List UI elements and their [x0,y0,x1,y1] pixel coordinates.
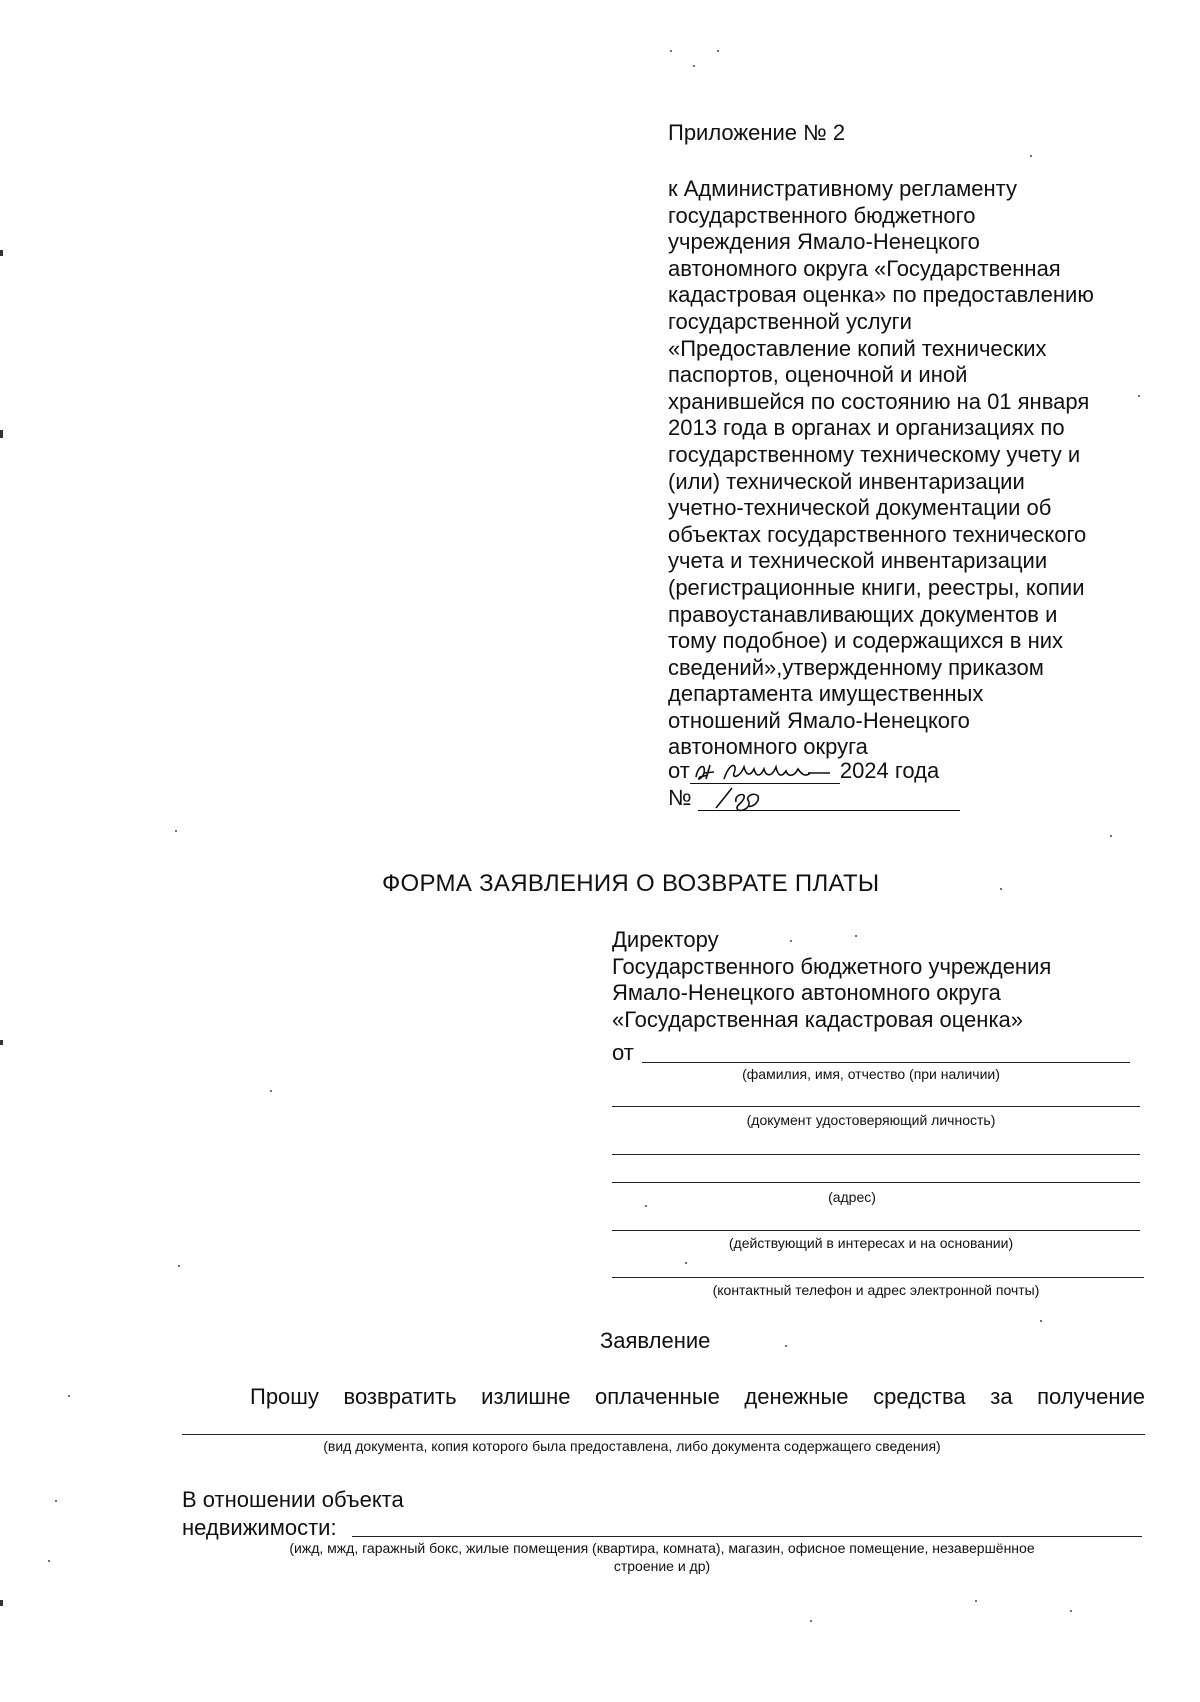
addressee-line: «Государственная кадастровая оценка» [612,1006,1024,1032]
handwritten-date-field [690,761,840,784]
scan-noise [693,65,695,67]
addressee-line: Ямало-Ненецкого автономного округа [612,980,1001,1005]
scan-noise [55,1500,57,1502]
appendix-line: учетно-технической документации об [668,495,1052,521]
object-label-line: В отношении объекта [182,1487,404,1512]
scan-noise [685,1262,687,1264]
order-date-line [668,758,939,784]
address-caption: (адрес) [828,1189,876,1205]
identity-document-caption: (документ удостоверяющий личность) [746,1112,996,1128]
scan-noise [717,50,719,52]
contacts-caption: (контактный телефон и адрес электронной почты) [712,1282,1040,1298]
appendix-line: учета и технической инвентаризации [668,548,1048,574]
document-type-caption: (вид документа, копия которого была предоставлена, либо документа содержащего сведения) [323,1438,941,1454]
scan-noise [670,50,672,52]
appendix-title: Приложение № 2 [668,120,846,145]
appendix-reference-text [668,176,1168,761]
scan-edge-mark [0,250,3,256]
appendix-line: паспортов, оценочной и иной [668,362,968,388]
object-label [182,1486,404,1542]
scan-edge-mark [0,430,3,438]
scan-noise [1000,888,1002,890]
scan-noise [810,1620,812,1622]
handwritten-number-icon [698,782,788,816]
scan-noise [178,1265,180,1267]
appendix-line: департамента имущественных [668,681,984,707]
full-name-field[interactable] [642,1062,1130,1063]
from-label: от [612,1040,634,1065]
appendix-line: объектах государственного технического [668,521,1087,547]
scan-noise [1110,835,1112,837]
appendix-line: к Административному регламенту [668,176,1018,201]
contacts-field[interactable] [612,1277,1144,1278]
scan-noise [175,830,177,832]
scan-noise [270,1090,272,1092]
acting-on-behalf-field[interactable] [612,1230,1140,1231]
statement-heading: Заявление [600,1328,711,1353]
handwritten-number-field [698,788,960,811]
addressee-block [612,927,1051,1033]
appendix-line: кадастровая оценка» по предоставлению [668,282,1094,308]
number-prefix: № [668,785,692,810]
appendix-line: государственного бюджетного [668,202,976,228]
appendix-line: учреждения Ямало-Ненецкого [668,229,980,255]
address-field-line-1[interactable] [612,1154,1140,1155]
scan-edge-mark [0,1040,3,1045]
addressee-line: Государственного бюджетного учреждения [612,953,1052,979]
appendix-line: автономного округа [668,734,868,760]
address-field-line-2[interactable] [612,1182,1140,1183]
appendix-line: отношений Ямало-Ненецкого [668,707,970,733]
property-type-field[interactable] [352,1536,1142,1537]
scan-edge-mark [0,1600,3,1606]
scan-noise [785,1345,787,1347]
appendix-line: автономного округа «Государственная [668,255,1061,281]
full-name-caption: (фамилия, имя, отчество (при наличии) [742,1066,1000,1082]
appendix-line: (регистрационные книги, реестры, копии [668,574,1085,600]
scan-noise [48,1560,50,1562]
date-prefix: от [668,758,690,783]
scan-noise [1030,155,1032,157]
object-caption-line-2: строение и др) [613,1558,711,1574]
document-type-field[interactable] [182,1434,1145,1435]
request-text: Прошу возвратить излишне оплаченные денежные средства за получение [250,1384,1145,1409]
appendix-line: хранившейся по состоянию на 01 января [668,388,1090,414]
identity-document-field[interactable] [612,1106,1140,1107]
order-number-line [668,785,960,811]
appendix-line: правоустанавливающих документов и [668,601,1058,627]
scan-noise [975,1600,977,1602]
object-caption-line-1: (ижд, мжд, гаражный бокс, жилые помещения (квартира, комната), магазин, офисное помещение, незавершённое [289,1540,1035,1556]
date-suffix: 2024 года [839,758,940,783]
appendix-line: государственной услуги [668,308,912,334]
appendix-line: (или) технической инвентаризации [668,468,1025,494]
object-label-line: недвижимости: [182,1515,337,1540]
acting-on-behalf-caption: (действующий в интересах и на основании) [728,1235,1014,1251]
appendix-line: «Предоставление копий технических [668,335,1047,361]
scan-noise [645,1205,647,1207]
scan-noise [1040,1320,1042,1322]
appendix-line: 2013 года в органах и организациях по [668,415,1065,441]
addressee-line: Директору [612,927,719,952]
appendix-line: сведений»,утвержденному приказом [668,654,1044,680]
scan-noise [1070,1610,1072,1612]
scan-noise [68,1395,70,1397]
appendix-line: государственному техническому учету и [668,441,1081,467]
appendix-line: тому подобное) и содержащихся в них [668,628,1064,654]
form-title-text: ФОРМА ЗАЯВЛЕНИЯ О ВОЗВРАТЕ ПЛАТЫ [382,870,880,897]
